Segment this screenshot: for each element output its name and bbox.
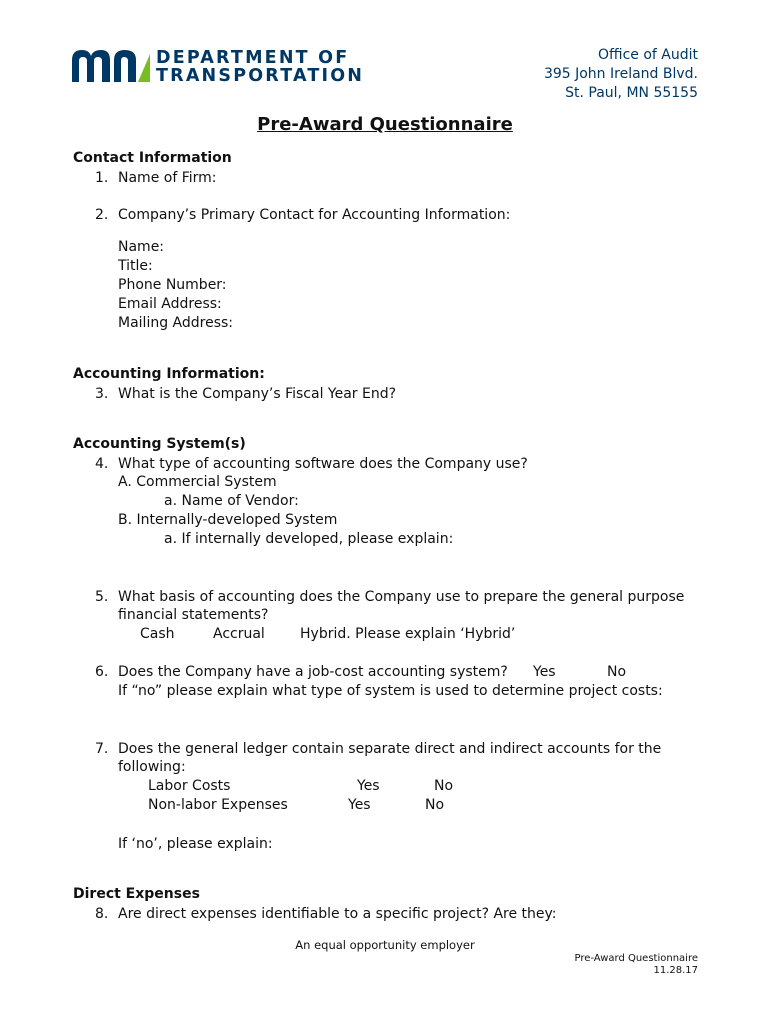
option-vendor-name: a. Name of Vendor: xyxy=(164,493,299,509)
field-email: Email Address: xyxy=(118,296,222,312)
question-2 xyxy=(0,207,770,227)
question-text: Company’s Primary Contact for Accounting Information: xyxy=(118,207,511,223)
question-number: 7. xyxy=(95,741,109,757)
question-text: Does the general ledger contain separate direct and indirect accounts for the xyxy=(118,741,662,757)
option-internal-explain: a. If internally developed, please explain: xyxy=(164,531,454,547)
q7-nonlabor-yes: Yes xyxy=(348,797,371,813)
footer-doc-info xyxy=(574,953,698,977)
question-number: 3. xyxy=(95,386,109,402)
q7-labor-no: No xyxy=(434,778,454,794)
question-number: 1. xyxy=(95,170,109,186)
question-number: 4. xyxy=(95,456,109,472)
question-number: 8. xyxy=(95,906,109,922)
question-text: Name of Firm: xyxy=(118,170,217,186)
question-4 xyxy=(0,456,770,476)
option-commercial: A. Commercial System xyxy=(118,474,277,490)
question-8 xyxy=(0,906,770,926)
footer-doc-title: Pre-Award Questionnaire xyxy=(574,953,698,964)
mn-logo-icon xyxy=(72,48,150,84)
q7-nonlabor-no: No xyxy=(425,797,445,813)
option-internal: B. Internally-developed System xyxy=(118,512,338,528)
question-number: 2. xyxy=(95,207,109,223)
field-title: Title: xyxy=(118,258,153,274)
question-text: What type of accounting software does the Company use? xyxy=(118,456,528,472)
systems-heading: Accounting System(s) xyxy=(73,436,246,452)
accounting-heading: Accounting Information: xyxy=(73,366,265,382)
footer-eoe: An equal opportunity employer xyxy=(295,938,475,952)
question-text: Are direct expenses identifiable to a specific project? Are they: xyxy=(118,906,557,922)
question-6 xyxy=(0,664,770,684)
direct-expenses-heading: Direct Expenses xyxy=(73,886,200,902)
address-line-3: St. Paul, MN 55155 xyxy=(565,85,698,101)
q6-no: No xyxy=(607,664,627,680)
option-accrual: Accrual xyxy=(213,626,265,642)
q7-labor-label: Labor Costs xyxy=(148,778,231,794)
question-text: Does the Company have a job-cost accounting system? xyxy=(118,664,508,680)
question-5-continued: financial statements? xyxy=(118,607,269,623)
question-text: What basis of accounting does the Company use to prepare the general purpose xyxy=(118,589,685,605)
q7-followup: If ‘no’, please explain: xyxy=(118,836,273,852)
logo-line-1: DEPARTMENT OF xyxy=(156,48,350,68)
q6-yes: Yes xyxy=(533,664,556,680)
address-line-2: 395 John Ireland Blvd. xyxy=(543,66,698,82)
field-mailing-address: Mailing Address: xyxy=(118,315,234,331)
question-5 xyxy=(0,589,770,609)
question-1 xyxy=(0,170,770,190)
q7-nonlabor-label: Non-labor Expenses xyxy=(148,797,288,813)
footer-doc-date: 11.28.17 xyxy=(653,965,698,976)
question-3 xyxy=(0,386,770,406)
q7-labor-yes: Yes xyxy=(357,778,380,794)
question-number: 6. xyxy=(95,664,109,680)
page-title: Pre-Award Questionnaire xyxy=(257,114,513,135)
field-phone: Phone Number: xyxy=(118,277,227,293)
office-address xyxy=(544,46,698,103)
option-cash: Cash xyxy=(140,626,175,642)
contact-heading: Contact Information xyxy=(73,150,232,166)
question-7-continued: following: xyxy=(118,759,186,775)
q6-followup: If “no” please explain what type of system is used to determine project costs: xyxy=(118,683,663,699)
field-name: Name: xyxy=(118,239,165,255)
question-text: What is the Company’s Fiscal Year End? xyxy=(118,386,397,402)
question-number: 5. xyxy=(95,589,109,605)
address-line-1: Office of Audit xyxy=(598,47,698,63)
question-7 xyxy=(0,741,770,761)
logo-line-2: TRANSPORTATION xyxy=(156,66,365,86)
option-hybrid: Hybrid. Please explain ‘Hybrid’ xyxy=(300,626,516,642)
